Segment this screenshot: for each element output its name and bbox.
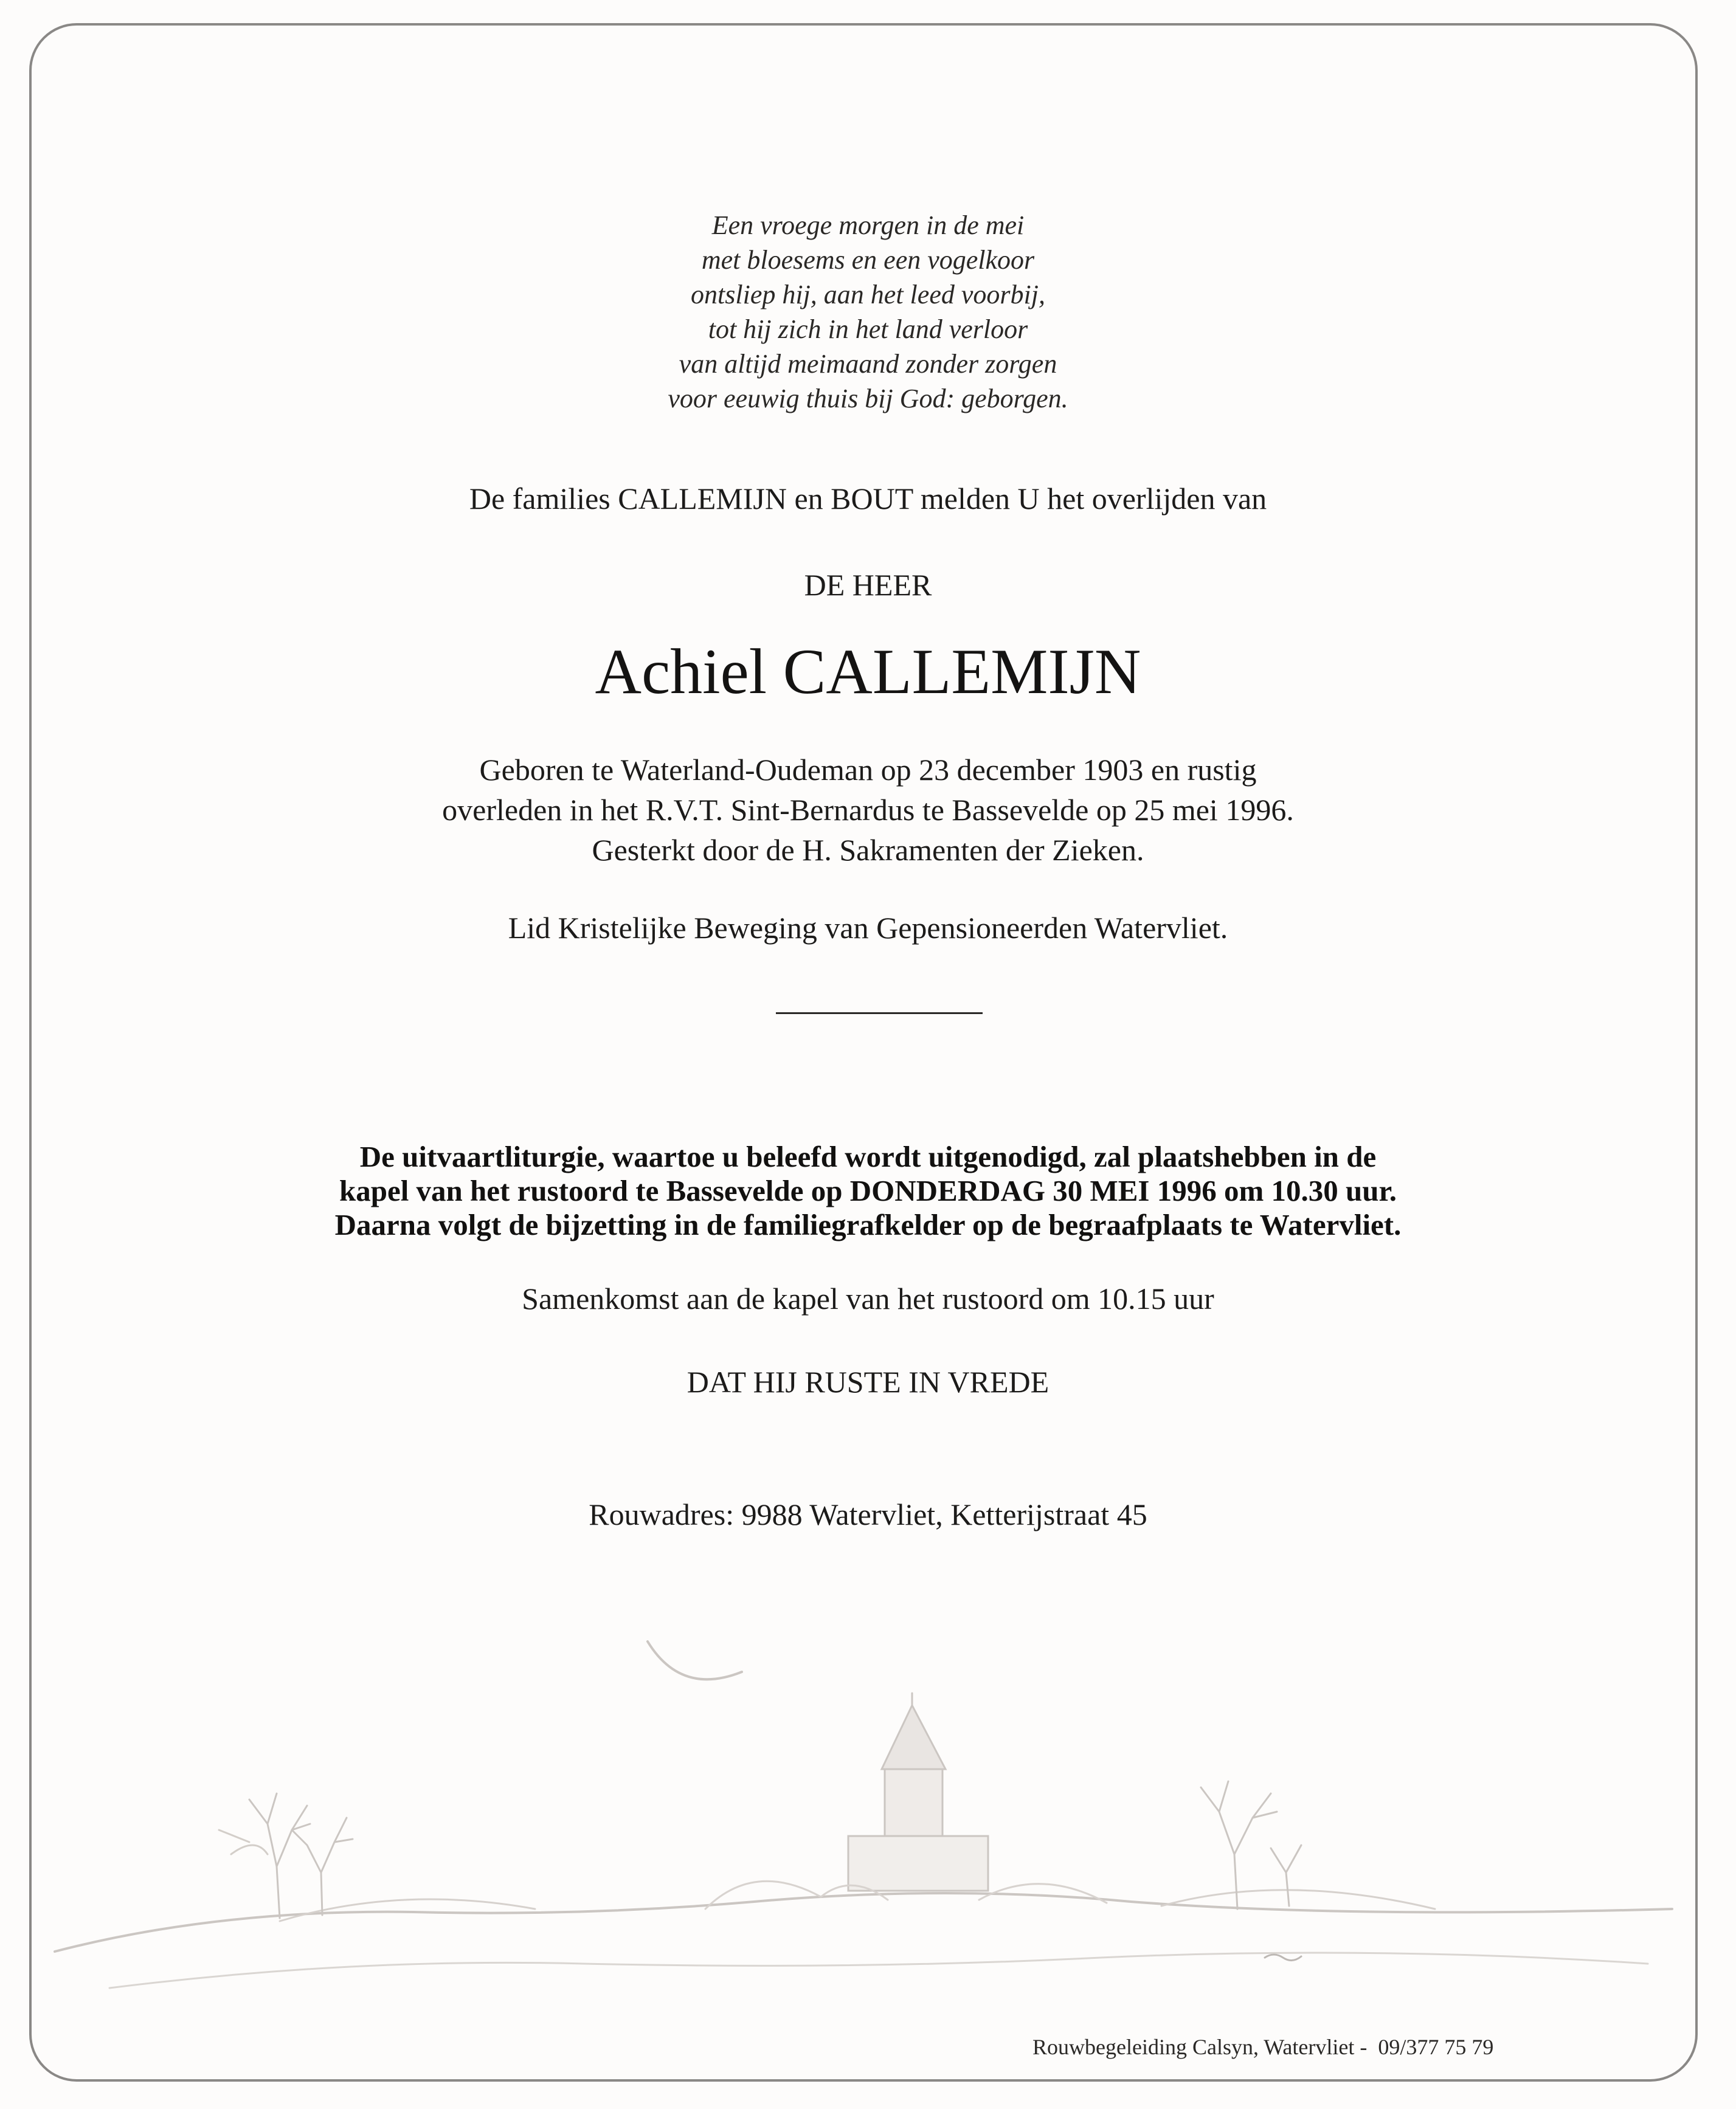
- funeral-information: [0, 1140, 1736, 1242]
- section-divider: [776, 1012, 983, 1014]
- details-line: Geboren te Waterland-Oudeman op 23 december 1903 en rustig: [479, 753, 1257, 787]
- birth-death-details: [0, 750, 1736, 870]
- deceased-name: Achiel CALLEMIJN: [595, 636, 1141, 707]
- membership-line: Lid Kristelijke Beweging van Gepensioneerden Watervliet.: [508, 911, 1228, 945]
- closing-blessing: DAT HIJ RUSTE IN VREDE: [686, 1365, 1050, 1399]
- details-line: overleden in het R.V.T. Sint-Bernardus te Bassevelde op 25 mei 1996.: [442, 793, 1294, 827]
- gathering-time: Samenkomst aan de kapel van het rustoord om 10.15 uur: [522, 1282, 1214, 1316]
- funeral-director-footer: Rouwbegeleiding Calsyn, Watervliet - 09/377 75 79: [1032, 2035, 1494, 2059]
- memorial-poem: [0, 208, 1736, 416]
- details-line: Gesterkt door de H. Sakramenten der Zieken.: [592, 833, 1144, 867]
- landscape-sketch-illustration: [36, 1569, 1690, 2006]
- funeral-line: kapel van het rustoord te Bassevelde op DONDERDAG 30 MEI 1996 om 10.30 uur.: [339, 1174, 1397, 1207]
- funeral-line: Daarna volgt de bijzetting in de familiegrafkelder op de begraafplaats te Watervliet.: [334, 1208, 1402, 1241]
- poem-line: ontsliep hij, aan het leed voorbij,: [691, 280, 1045, 309]
- poem-line: Een vroege morgen in de mei: [711, 210, 1025, 240]
- poem-line: tot hij zich in het land verloor: [708, 314, 1028, 344]
- funeral-line: De uitvaartliturgie, waartoe u beleefd wordt uitgenodigd, zal plaatshebben in de: [359, 1140, 1377, 1173]
- death-announcement: De families CALLEMIJN en BOUT melden U het overlijden van: [469, 482, 1267, 516]
- poem-line: met bloesems en een vogelkoor: [701, 245, 1035, 275]
- honorific-title: DE HEER: [804, 568, 932, 602]
- poem-line: van altijd meimaand zonder zorgen: [679, 349, 1057, 379]
- condolence-address: Rouwadres: 9988 Watervliet, Ketterijstraat 45: [589, 1497, 1147, 1531]
- poem-line: voor eeuwig thuis bij God: geborgen.: [668, 384, 1068, 413]
